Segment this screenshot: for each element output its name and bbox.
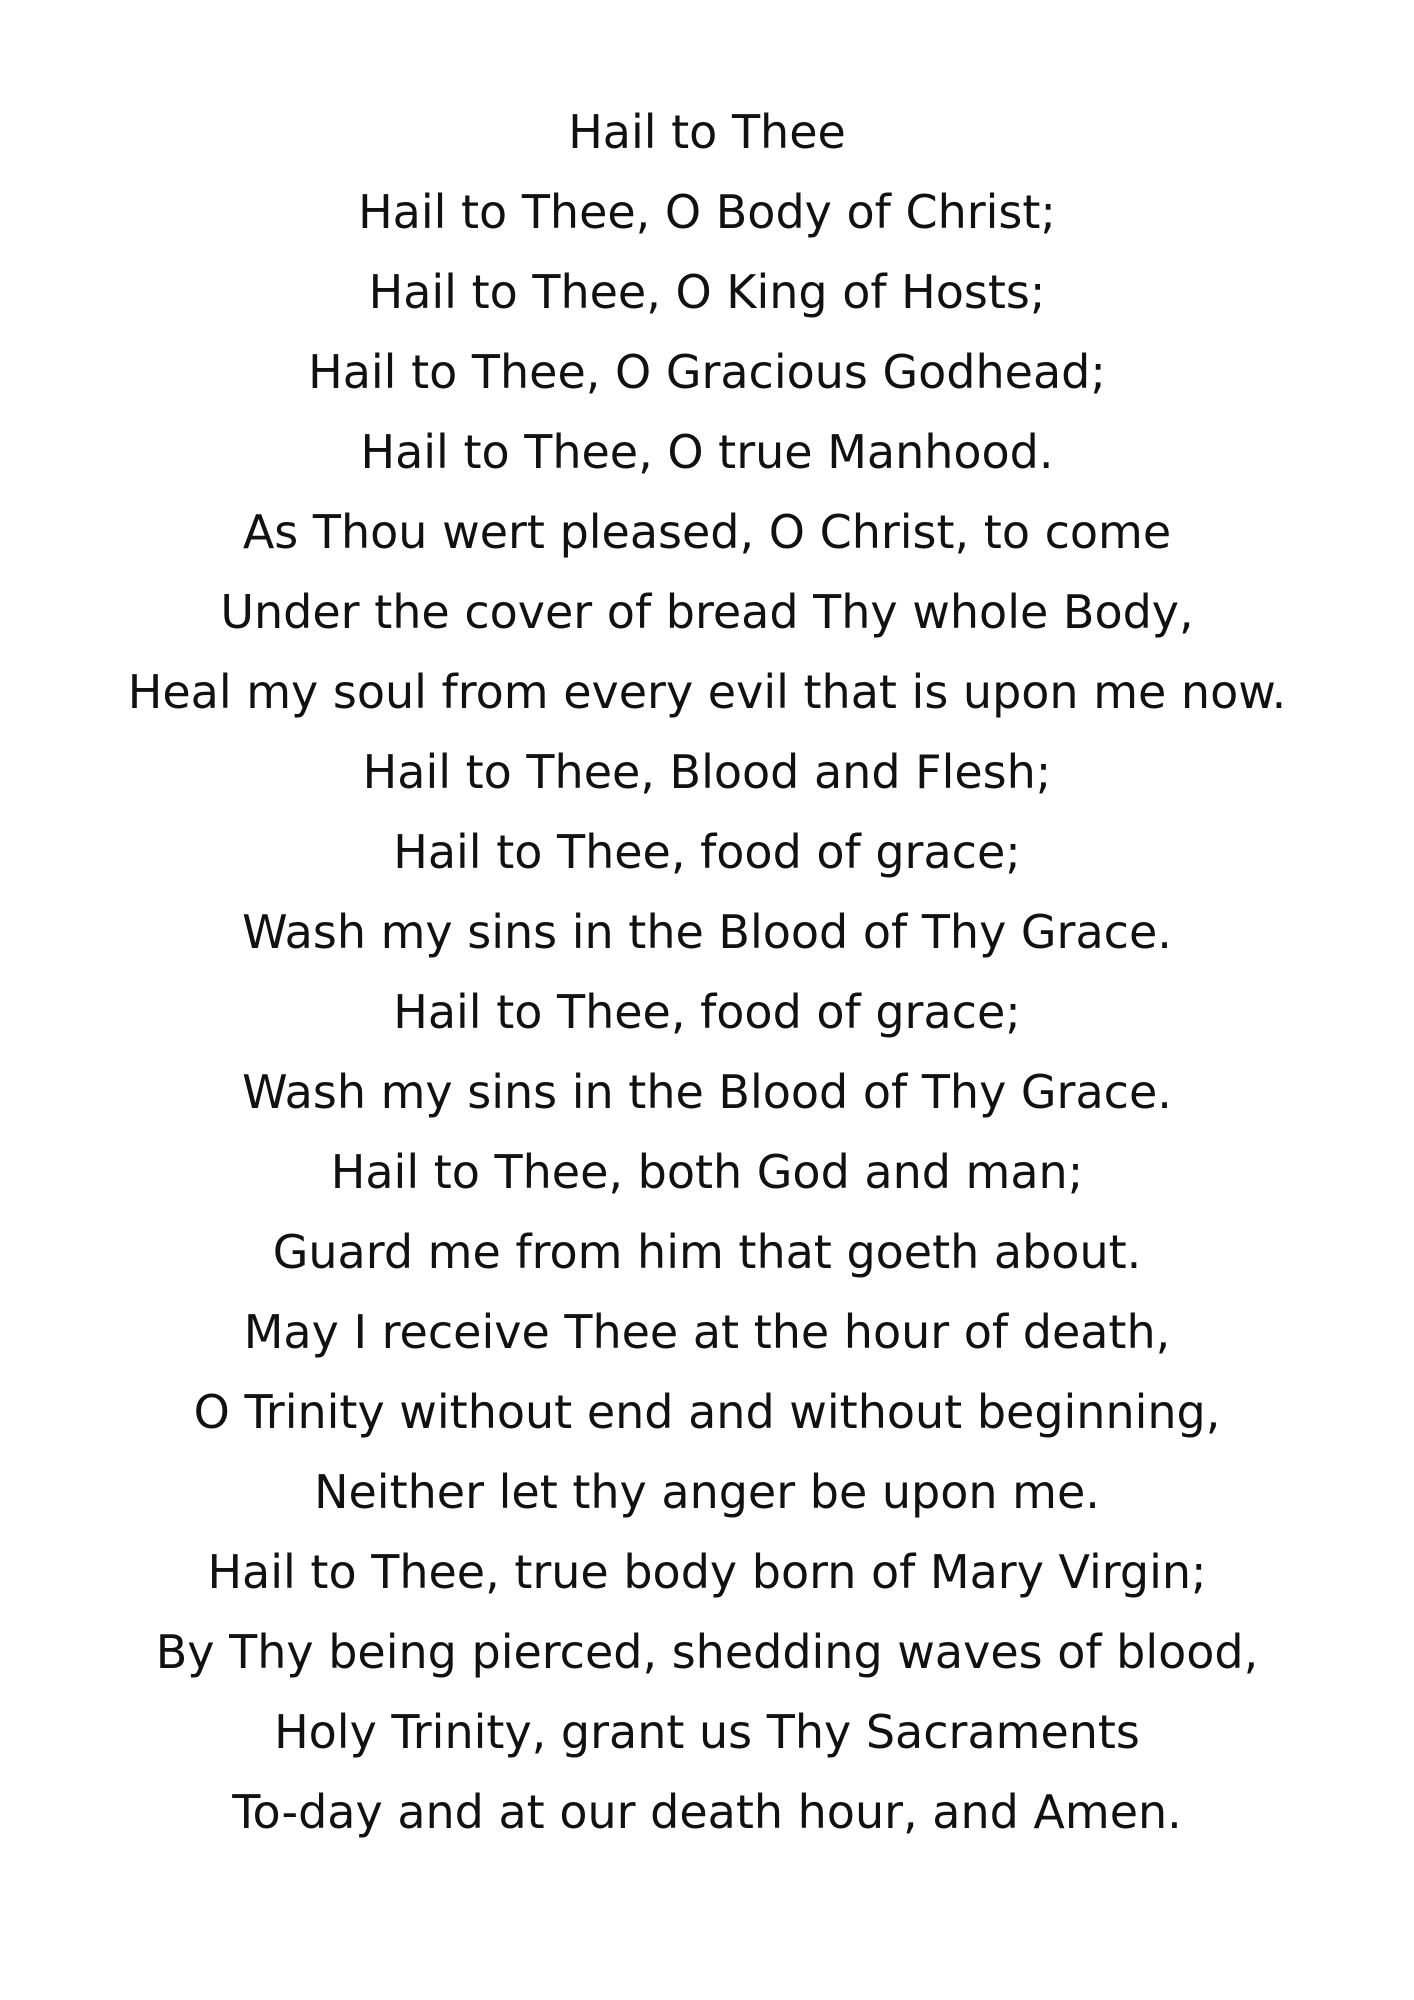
prayer-line: To-day and at our death hour, and Amen. (232, 1785, 1182, 1839)
prayer-line: Hail to Thee, O Gracious Godhead; (308, 345, 1106, 399)
prayer-line: As Thou wert pleased, O Christ, to come (242, 505, 1172, 559)
prayer-line: Hail to Thee, O true Manhood. (360, 425, 1054, 479)
prayer-line: O Trinity without end and without beginning, (193, 1385, 1221, 1439)
prayer-line: By Thy being pierced, shedding waves of blood, (155, 1625, 1259, 1679)
prayer-line: Wash my sins in the Blood of Thy Grace. (242, 905, 1172, 959)
prayer-line: Neither let thy anger be upon me. (314, 1465, 1100, 1519)
prayer-line: Hail to Thee, O Body of Christ; (358, 185, 1056, 239)
prayer-line: Hail to Thee, true body born of Mary Virgin; (207, 1545, 1207, 1599)
prayer-line: Heal my soul from every evil that is upon me now. (127, 665, 1287, 719)
prayer-line: Hail to Thee, O King of Hosts; (368, 265, 1046, 319)
prayer-line: Hail to Thee, food of grace; (393, 825, 1021, 879)
prayer-line: Hail to Thee, both God and man; (330, 1145, 1084, 1199)
prayer-line: Guard me from him that goeth about. (272, 1225, 1142, 1279)
prayer-line: Hail to Thee, Blood and Flesh; (362, 745, 1052, 799)
prayer-line: May I receive Thee at the hour of death, (243, 1305, 1171, 1359)
prayer-line: Under the cover of bread Thy whole Body, (220, 585, 1194, 639)
prayer-line: Hail to Thee, food of grace; (393, 985, 1021, 1039)
prayer-line: Wash my sins in the Blood of Thy Grace. (242, 1065, 1172, 1119)
prayer-text (0, 92, 1414, 1852)
prayer-title: Hail to Thee (568, 105, 846, 159)
prayer-line: Holy Trinity, grant us Thy Sacraments (274, 1705, 1140, 1759)
